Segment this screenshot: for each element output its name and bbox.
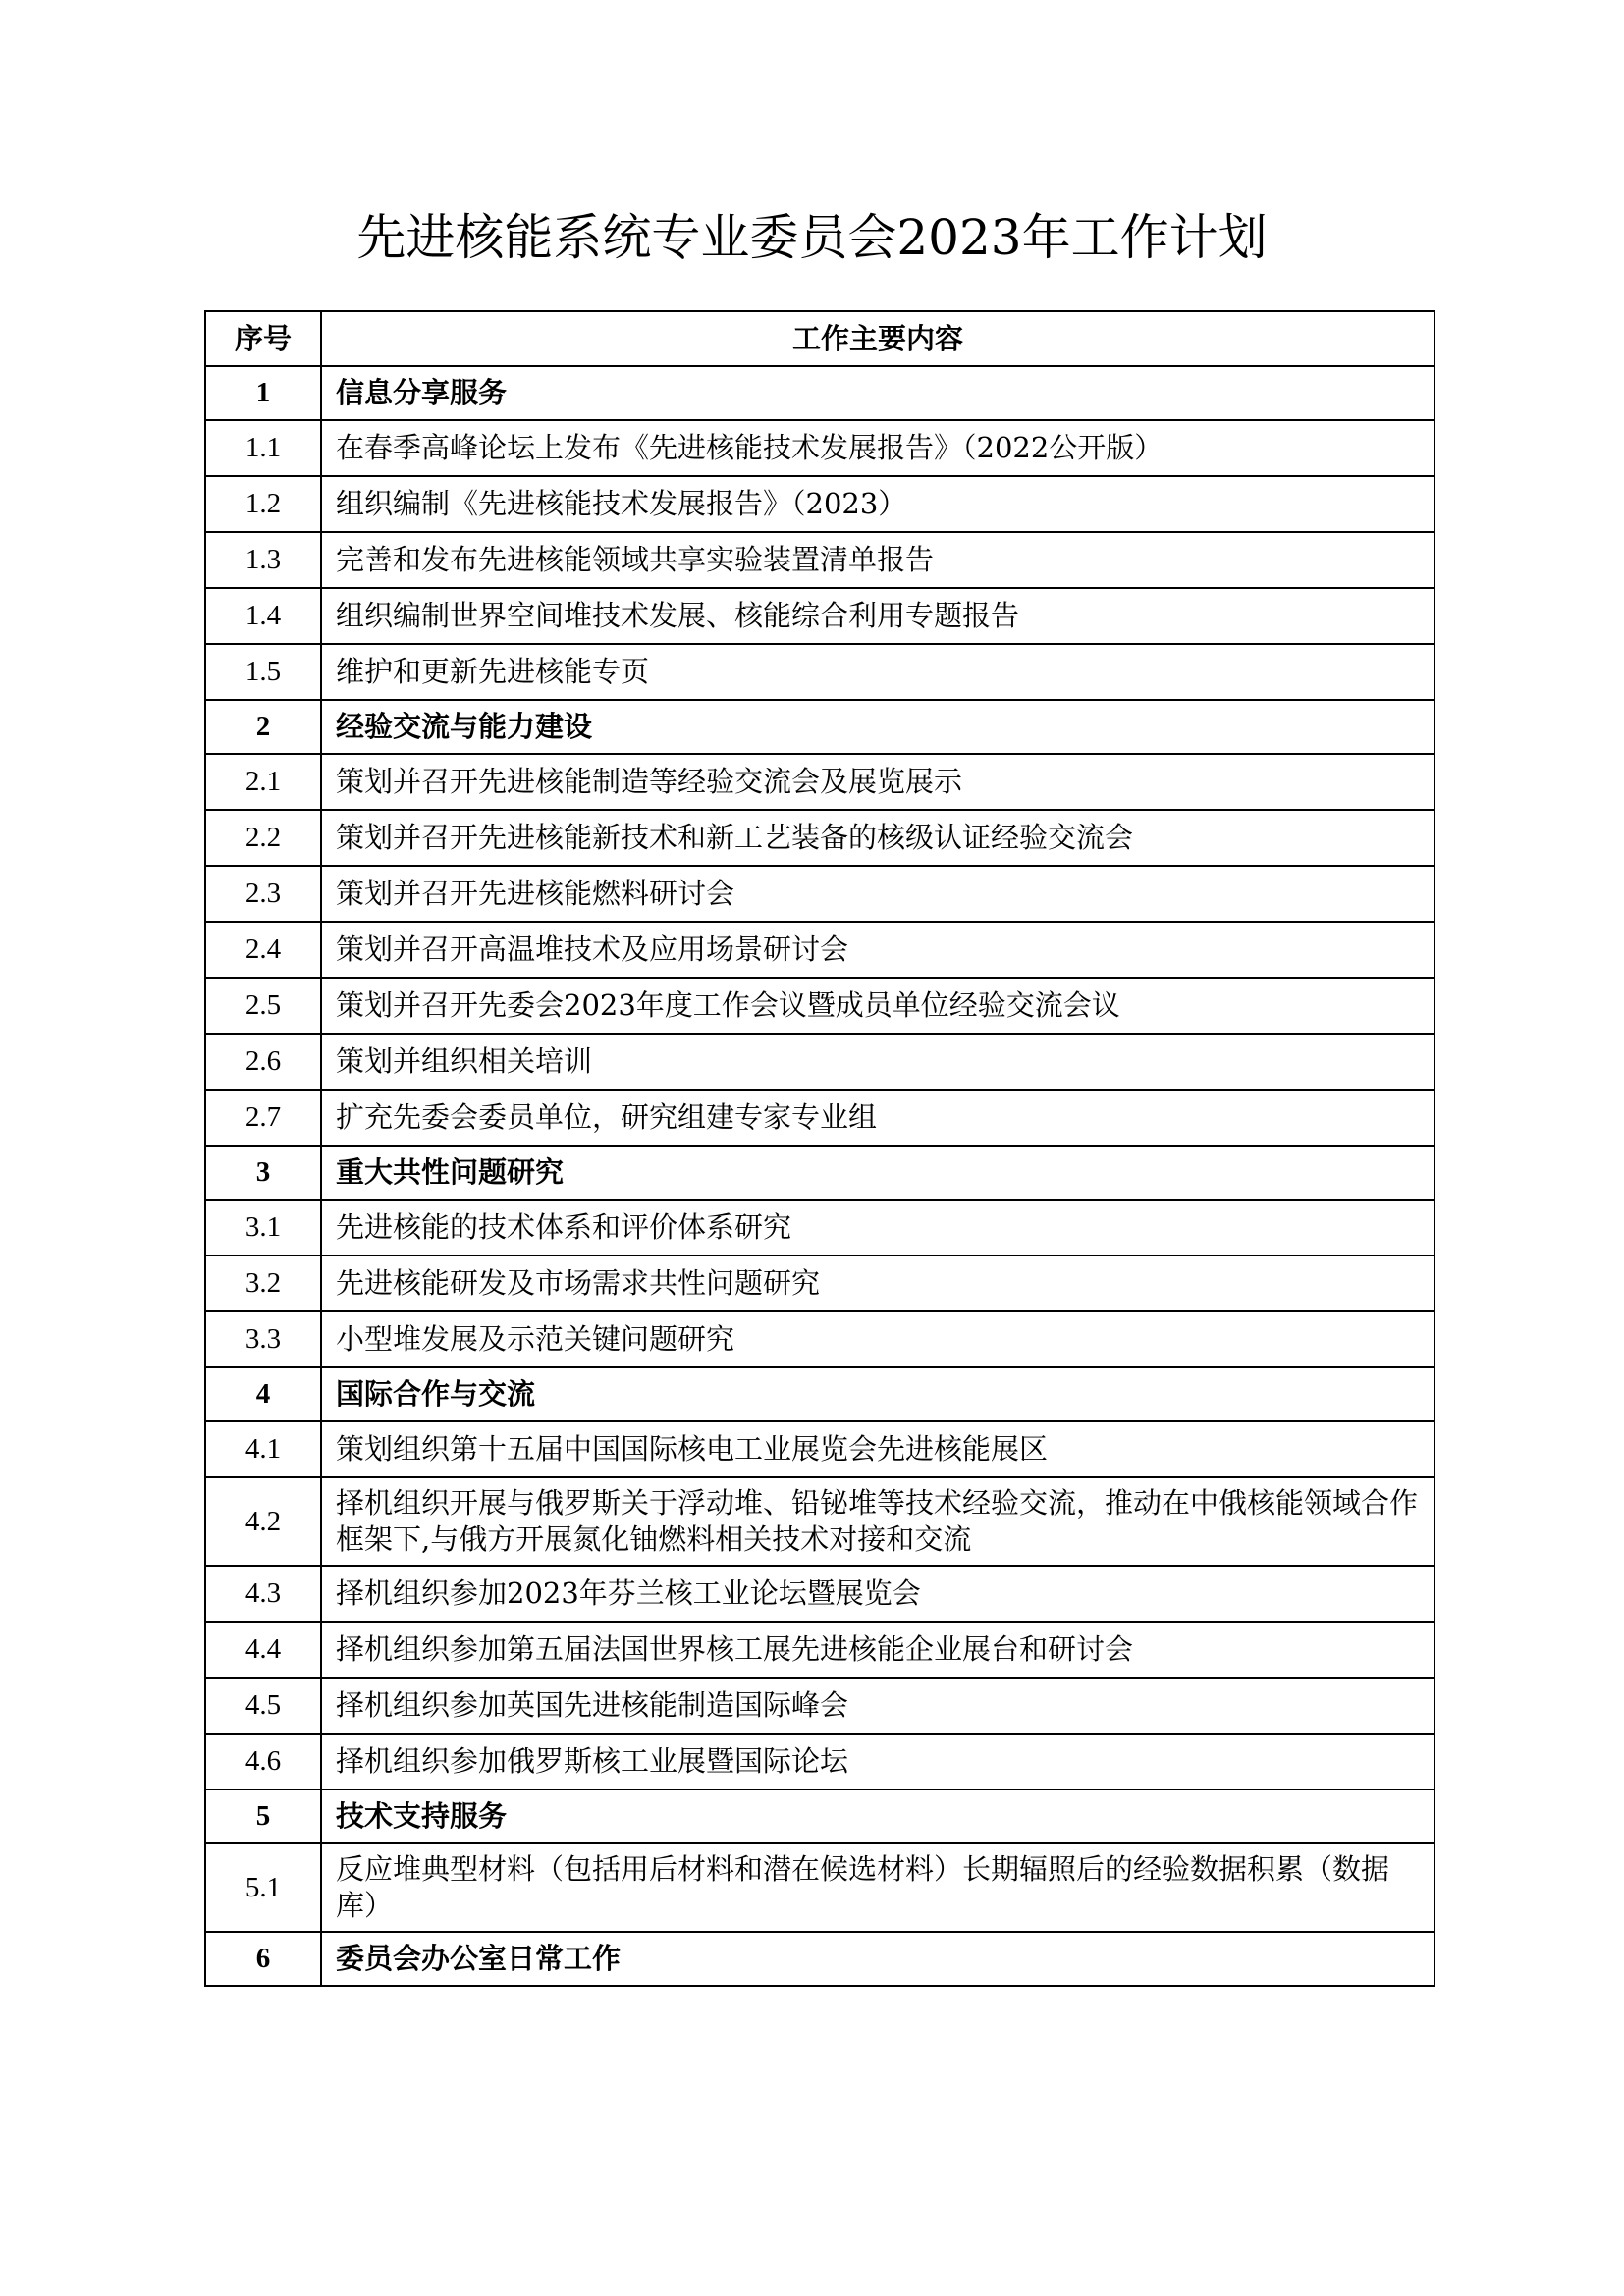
section-row	[205, 700, 1435, 754]
table-header-row	[205, 311, 1435, 366]
row-seq: 3.1	[205, 1200, 321, 1255]
row-content: 维护和更新先进核能专页	[321, 644, 1435, 700]
row-content: 在春季高峰论坛上发布《先进核能技术发展报告》（2022公开版）	[321, 420, 1435, 476]
table-row	[205, 1311, 1435, 1367]
table-row	[205, 1622, 1435, 1678]
table-row	[205, 1843, 1435, 1932]
table-row	[205, 1200, 1435, 1255]
section-row	[205, 366, 1435, 420]
table-row	[205, 1255, 1435, 1311]
table-row	[205, 922, 1435, 978]
row-seq: 5.1	[205, 1843, 321, 1932]
table-row	[205, 532, 1435, 588]
row-content: 择机组织参加俄罗斯核工业展暨国际论坛	[321, 1734, 1435, 1789]
row-content: 策划并组织相关培训	[321, 1034, 1435, 1090]
row-content: 先进核能研发及市场需求共性问题研究	[321, 1255, 1435, 1311]
table-row	[205, 978, 1435, 1034]
row-content: 择机组织参加第五届法国世界核工展先进核能企业展台和研讨会	[321, 1622, 1435, 1678]
table-row	[205, 420, 1435, 476]
row-content: 小型堆发展及示范关键问题研究	[321, 1311, 1435, 1367]
row-seq: 4.3	[205, 1566, 321, 1622]
row-seq: 1	[205, 366, 321, 420]
row-seq: 3	[205, 1146, 321, 1200]
row-seq: 5	[205, 1789, 321, 1843]
table-row	[205, 1566, 1435, 1622]
table-row	[205, 1421, 1435, 1477]
row-content: 策划并召开先委会2023年度工作会议暨成员单位经验交流会议	[321, 978, 1435, 1034]
table-row	[205, 1477, 1435, 1566]
row-content: 扩充先委会委员单位，研究组建专家专业组	[321, 1090, 1435, 1146]
table-row	[205, 866, 1435, 922]
row-seq: 2.7	[205, 1090, 321, 1146]
row-seq: 2.2	[205, 810, 321, 866]
row-seq: 2.4	[205, 922, 321, 978]
row-content: 反应堆典型材料（包括用后材料和潜在候选材料）长期辐照后的经验数据积累（数据库）	[321, 1843, 1435, 1932]
row-content: 择机组织参加英国先进核能制造国际峰会	[321, 1678, 1435, 1734]
table-row	[205, 1678, 1435, 1734]
row-seq: 2.6	[205, 1034, 321, 1090]
table-row	[205, 1734, 1435, 1789]
header-content: 工作主要内容	[321, 311, 1435, 366]
row-content: 策划并召开高温堆技术及应用场景研讨会	[321, 922, 1435, 978]
table-row	[205, 1034, 1435, 1090]
row-content: 策划组织第十五届中国国际核电工业展览会先进核能展区	[321, 1421, 1435, 1477]
table-row	[205, 810, 1435, 866]
document-title: 先进核能系统专业委员会2023年工作计划	[356, 209, 1268, 266]
work-plan-table	[204, 310, 1435, 1987]
row-seq: 1.4	[205, 588, 321, 644]
row-seq: 1.3	[205, 532, 321, 588]
header-seq: 序号	[205, 311, 321, 366]
table-body	[205, 366, 1435, 1986]
row-seq: 2.5	[205, 978, 321, 1034]
row-seq: 4.4	[205, 1622, 321, 1678]
section-title: 技术支持服务	[321, 1789, 1435, 1843]
row-seq: 6	[205, 1932, 321, 1986]
row-content: 策划并召开先进核能燃料研讨会	[321, 866, 1435, 922]
section-row	[205, 1789, 1435, 1843]
row-seq: 4.6	[205, 1734, 321, 1789]
row-seq: 3.2	[205, 1255, 321, 1311]
row-content: 策划并召开先进核能制造等经验交流会及展览展示	[321, 754, 1435, 810]
row-seq: 2	[205, 700, 321, 754]
section-title: 重大共性问题研究	[321, 1146, 1435, 1200]
section-title: 委员会办公室日常工作	[321, 1932, 1435, 1986]
row-content: 组织编制世界空间堆技术发展、核能综合利用专题报告	[321, 588, 1435, 644]
section-row	[205, 1932, 1435, 1986]
section-title: 信息分享服务	[321, 366, 1435, 420]
row-content: 择机组织参加2023年芬兰核工业论坛暨展览会	[321, 1566, 1435, 1622]
table-row	[205, 1090, 1435, 1146]
section-title: 经验交流与能力建设	[321, 700, 1435, 754]
row-seq: 4.1	[205, 1421, 321, 1477]
table-row	[205, 588, 1435, 644]
table-row	[205, 644, 1435, 700]
row-seq: 1.1	[205, 420, 321, 476]
row-content: 先进核能的技术体系和评价体系研究	[321, 1200, 1435, 1255]
row-seq: 4.2	[205, 1477, 321, 1566]
section-title: 国际合作与交流	[321, 1367, 1435, 1421]
row-content: 策划并召开先进核能新技术和新工艺装备的核级认证经验交流会	[321, 810, 1435, 866]
row-seq: 2.1	[205, 754, 321, 810]
section-row	[205, 1146, 1435, 1200]
section-row	[205, 1367, 1435, 1421]
table-row	[205, 476, 1435, 532]
row-seq: 1.5	[205, 644, 321, 700]
row-seq: 4.5	[205, 1678, 321, 1734]
row-seq: 4	[205, 1367, 321, 1421]
row-content: 完善和发布先进核能领域共享实验装置清单报告	[321, 532, 1435, 588]
row-seq: 1.2	[205, 476, 321, 532]
table-row	[205, 754, 1435, 810]
row-content: 择机组织开展与俄罗斯关于浮动堆、铅铋堆等技术经验交流，推动在中俄核能领域合作框架下,与俄方开展氮化铀燃料相关技术对接和交流	[321, 1477, 1435, 1566]
row-content: 组织编制《先进核能技术发展报告》（2023）	[321, 476, 1435, 532]
row-seq: 2.3	[205, 866, 321, 922]
row-seq: 3.3	[205, 1311, 321, 1367]
